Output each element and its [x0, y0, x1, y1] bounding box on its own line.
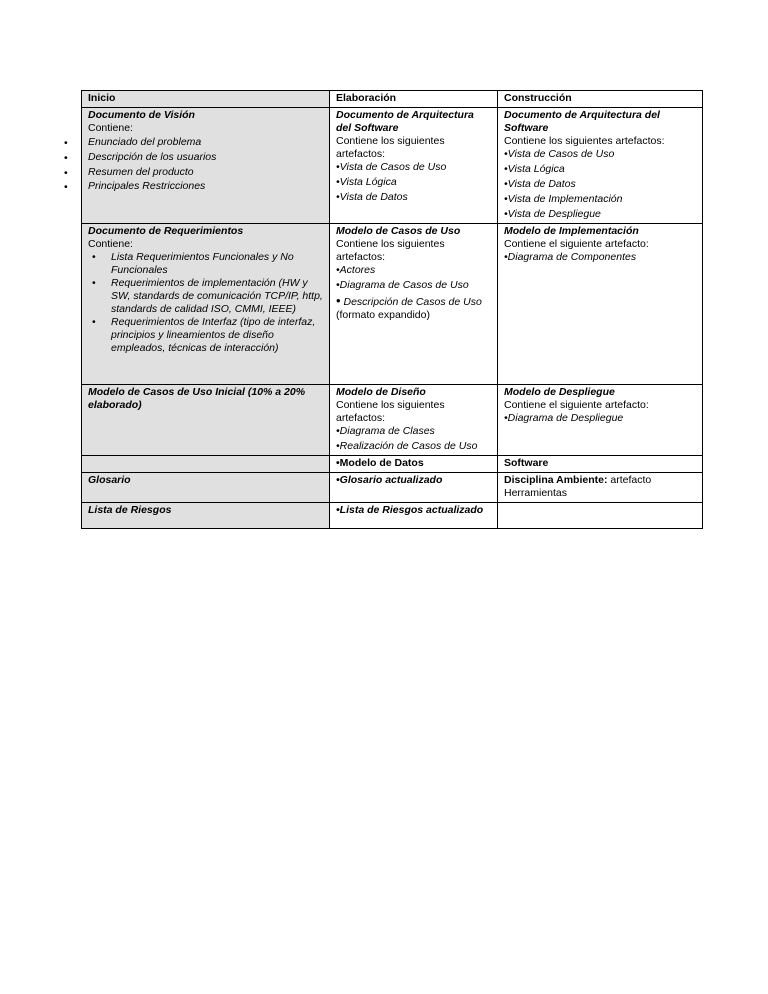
- list-item: •Vista de Casos de Uso: [504, 148, 615, 160]
- cell-glosario-actualizado: •Glosario actualizado: [330, 473, 498, 503]
- phases-table: [81, 90, 703, 529]
- table-row: [82, 503, 703, 529]
- list-item: •Diagrama de Casos de Uso: [336, 279, 469, 291]
- bullet-mark: •: [336, 293, 341, 308]
- cell-title: Modelo de Despliegue: [504, 386, 615, 398]
- cell-vision: [82, 108, 330, 224]
- list-item: •Vista de Despliegue: [504, 208, 601, 220]
- list-item: Principales Restricciones: [88, 180, 206, 193]
- cell-title: Modelo de Casos de Uso Inicial (10% a 20% elaborado): [88, 386, 306, 411]
- bullet-mark: •: [64, 137, 68, 149]
- table-row: [82, 456, 703, 473]
- cell-casos-uso-elab: [330, 224, 498, 385]
- table-header-row: [82, 91, 703, 108]
- cell-lista-riesgos: Lista de Riesgos: [82, 503, 330, 529]
- cell-empty: [82, 456, 330, 473]
- cell-title: Modelo de Diseño: [336, 386, 426, 398]
- item-suffix: (formato expandido): [336, 309, 430, 321]
- list-item: •Diagrama de Clases: [336, 425, 435, 437]
- list-item: •Realización de Casos de Uso: [336, 440, 478, 452]
- list-item: •Vista de Datos: [504, 178, 576, 190]
- list-item: • Requerimientos de implementación (HW y SW, standards de comunicación TCP/IP, http, standards de calidad ISO, CMMI, IEEE): [88, 277, 323, 316]
- cell-title: Documento de Requerimientos: [88, 225, 244, 237]
- cell-intro: Contiene los siguientes artefactos:: [336, 238, 445, 263]
- requerimientos-list: [88, 251, 323, 355]
- cell-intro: Contiene los siguientes artefactos:: [336, 399, 445, 424]
- cell-requerimientos: [82, 224, 330, 385]
- cell-title: Documento de Arquitectura del Software: [504, 109, 660, 134]
- bullet-mark: •: [64, 151, 68, 164]
- cell-intro: Contiene los siguientes artefactos:: [504, 135, 665, 147]
- table-row: [82, 385, 703, 456]
- list-item: •Vista de Casos de Uso: [336, 161, 447, 173]
- list-item: • Lista Requerimientos Funcionales y No Funcionales: [88, 251, 323, 277]
- cell-intro: Contiene el siguiente artefacto:: [504, 399, 649, 411]
- cell-empty: [498, 503, 703, 529]
- cell-intro: Contiene los siguientes artefactos:: [336, 135, 445, 160]
- cell-intro: Contiene:: [88, 122, 133, 134]
- item-text: Descripción de Casos de Uso: [340, 296, 482, 308]
- list-item: Resumen del producto: [88, 165, 194, 178]
- list-item: •Vista de Implementación: [504, 193, 623, 205]
- cell-casos-uso-inicial: [82, 385, 330, 456]
- table-row: [82, 224, 703, 385]
- cell-title: Modelo de Casos de Uso: [336, 225, 461, 237]
- bullet-mark: •: [64, 181, 68, 194]
- list-item: •Vista Lógica: [504, 163, 565, 175]
- cell-modelo-datos: •Modelo de Datos: [330, 456, 498, 473]
- list-item: •Vista de Datos: [336, 191, 408, 203]
- cell-riesgos-actualizado: •Lista de Riesgos actualizado: [330, 503, 498, 529]
- vision-items: [88, 135, 323, 194]
- cell-arquitectura-cons: [498, 108, 703, 224]
- cell-disciplina-ambiente: [498, 473, 703, 503]
- cell-arquitectura-elab: [330, 108, 498, 224]
- cell-title: Documento de Visión: [88, 109, 195, 121]
- outside-bullets: [64, 136, 68, 195]
- disciplina-text: artefacto Herramientas: [504, 474, 652, 499]
- list-item: •Diagrama de Componentes: [504, 251, 637, 263]
- cell-intro: Contiene el siguiente artefacto:: [504, 238, 649, 250]
- cell-glosario: Glosario: [82, 473, 330, 503]
- disciplina-label: Disciplina Ambiente:: [504, 474, 608, 486]
- list-item: •Vista Lógica: [336, 176, 397, 188]
- header-inicio: Inicio: [82, 91, 330, 108]
- list-item: Enunciado del problema: [88, 136, 202, 148]
- list-item: •Actores: [336, 264, 376, 276]
- cell-title: Documento de Arquitectura del Software: [336, 109, 474, 134]
- list-item: • Requerimientos de Interfaz (tipo de interfaz, principios y lineamientos de diseño empleados, técnicas de interacción): [88, 316, 323, 355]
- table-row: [82, 473, 703, 503]
- bullet-mark: •: [64, 166, 68, 179]
- cell-intro: Contiene:: [88, 238, 133, 250]
- list-item: Descripción de los usuarios: [88, 150, 217, 163]
- header-elaboracion: Elaboración: [330, 91, 498, 108]
- list-item: [336, 294, 491, 322]
- list-item: •Diagrama de Despliegue: [504, 412, 624, 424]
- header-construccion: Construcción: [498, 91, 703, 108]
- table-row: [82, 108, 703, 224]
- cell-title: Modelo de Implementación: [504, 225, 639, 237]
- cell-software: Software: [498, 456, 703, 473]
- cell-implementacion: [498, 224, 703, 385]
- cell-despliegue: [498, 385, 703, 456]
- cell-diseno: [330, 385, 498, 456]
